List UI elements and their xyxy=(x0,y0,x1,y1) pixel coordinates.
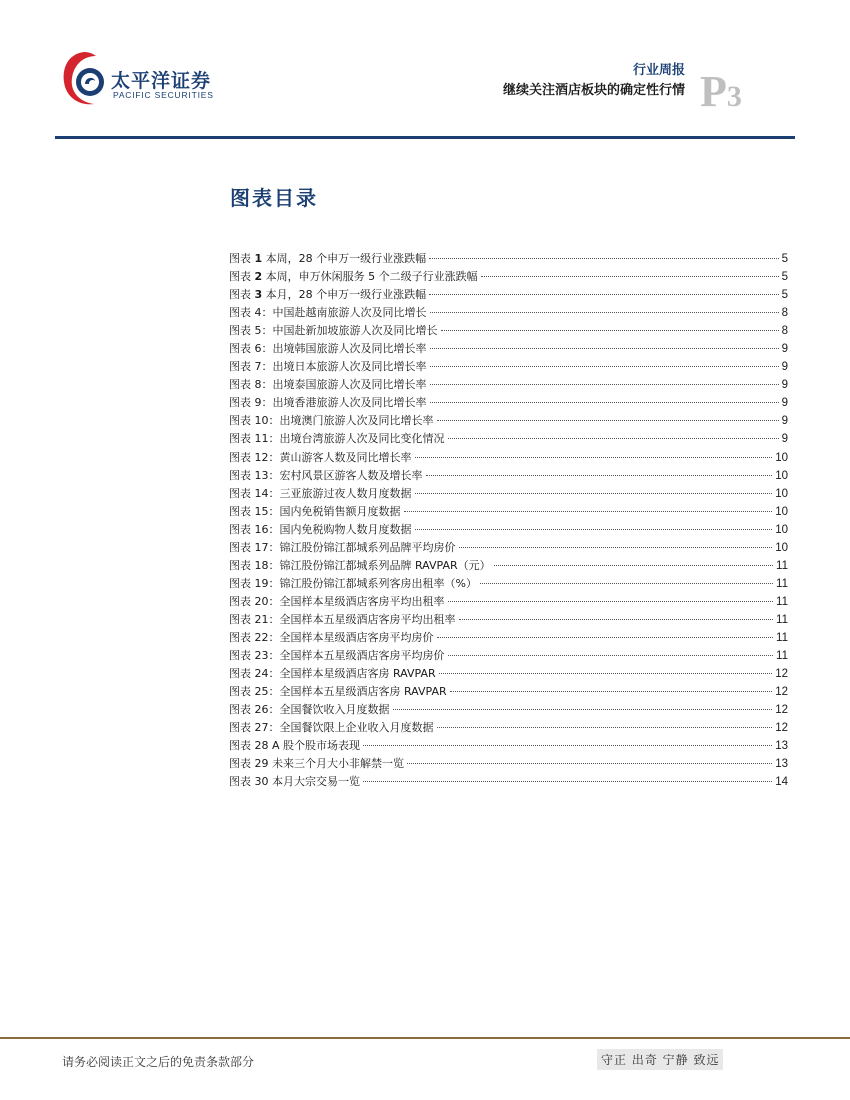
toc-entry-page: 12 xyxy=(775,722,788,735)
toc-entry[interactable] xyxy=(229,376,788,394)
toc-leader-dots xyxy=(426,475,773,476)
toc-entry[interactable] xyxy=(229,412,788,430)
toc-entry[interactable] xyxy=(229,683,788,701)
toc-leader-dots xyxy=(415,493,773,494)
toc-entry-label: 图表 15：国内免税销售额月度数据 xyxy=(229,504,401,518)
toc-leader-dots xyxy=(448,601,774,602)
toc-leader-dots xyxy=(430,384,779,385)
toc-leader-dots xyxy=(404,511,773,512)
toc-leader-dots xyxy=(450,691,773,692)
footer-motto: 守正 出奇 宁静 致远 xyxy=(597,1049,723,1070)
report-title: 继续关注酒店板块的确定性行情 xyxy=(502,83,685,98)
toc-entry-page: 9 xyxy=(781,433,788,446)
toc-leader-dots xyxy=(480,583,773,584)
toc-entry-page: 8 xyxy=(781,307,788,320)
toc-leader-dots xyxy=(437,637,774,638)
toc-entry[interactable] xyxy=(229,737,788,755)
toc-entry-page: 10 xyxy=(775,487,788,500)
toc-leader-dots xyxy=(415,457,773,458)
toc-entry-label: 图表 21：全国样本五星级酒店客房平均出租率 xyxy=(229,612,456,626)
footer-rule xyxy=(0,1037,850,1039)
toc-leader-dots xyxy=(437,727,773,728)
toc-entry-page: 14 xyxy=(775,776,788,789)
company-logo xyxy=(60,46,240,110)
toc-leader-dots xyxy=(363,745,772,746)
toc-leader-dots xyxy=(481,276,779,277)
toc-entry-label: 图表 6：出境韩国旅游人次及同比增长率 xyxy=(229,342,427,356)
toc-entry-label: 图表 24：全国样本星级酒店客房 RAVPAR xyxy=(229,667,436,681)
toc-entry-label: 图表 14：三亚旅游过夜人数月度数据 xyxy=(229,486,412,500)
toc-list xyxy=(229,250,788,791)
toc-entry-label: 图表 8：出境泰国旅游人次及同比增长率 xyxy=(229,378,427,392)
toc-leader-dots xyxy=(459,619,774,620)
toc-entry-label: 图表 28 A 股个股市场表现 xyxy=(229,739,361,753)
toc-entry[interactable] xyxy=(229,467,788,485)
toc-entry-page: 11 xyxy=(776,559,788,572)
toc-entry[interactable] xyxy=(229,250,788,268)
toc-entry[interactable] xyxy=(229,430,788,448)
toc-leader-dots xyxy=(441,330,779,331)
toc-entry-page: 11 xyxy=(776,613,788,626)
toc-entry-label: 图表 5：中国赴新加坡旅游人次及同比增长 xyxy=(229,324,438,338)
toc-entry-page: 9 xyxy=(781,343,788,356)
toc-entry-page: 9 xyxy=(781,361,788,374)
toc-entry-label: 图表 23：全国样本五星级酒店客房平均房价 xyxy=(229,649,445,663)
toc-entry[interactable] xyxy=(229,503,788,521)
toc-leader-dots xyxy=(430,366,779,367)
toc-entry-page: 12 xyxy=(775,686,788,699)
page-letter: P xyxy=(700,67,727,116)
toc-leader-dots xyxy=(430,348,779,349)
toc-entry-label: 图表 2 本周，申万休闲服务 5 个二级子行业涨跌幅 xyxy=(229,270,478,284)
toc-entry-page: 13 xyxy=(775,740,788,753)
header-rule xyxy=(55,136,795,139)
toc-leader-dots xyxy=(448,655,774,656)
toc-leader-dots xyxy=(448,438,779,439)
toc-entry-label: 图表 20：全国样本星级酒店客房平均出租率 xyxy=(229,594,445,608)
pacific-logo-icon xyxy=(60,46,110,110)
toc-entry-label: 图表 25：全国样本五星级酒店客房 RAVPAR xyxy=(229,685,447,699)
toc-leader-dots xyxy=(430,402,779,403)
toc-entry-page: 12 xyxy=(775,704,788,717)
toc-entry-page: 8 xyxy=(781,325,788,338)
toc-leader-dots xyxy=(459,547,773,548)
toc-leader-dots xyxy=(393,709,773,710)
toc-entry[interactable] xyxy=(229,485,788,503)
report-type: 行业周报 xyxy=(632,63,685,78)
toc-leader-dots xyxy=(407,763,772,764)
toc-entry-label: 图表 26：全国餐饮收入月度数据 xyxy=(229,703,390,717)
toc-entry[interactable] xyxy=(229,304,788,322)
toc-entry-label: 图表 16：国内免税购物人数月度数据 xyxy=(229,522,412,536)
toc-leader-dots xyxy=(439,673,773,674)
toc-entry-page: 10 xyxy=(775,541,788,554)
toc-entry-label: 图表 29 未来三个月大小非解禁一览 xyxy=(229,757,404,771)
toc-entry-label: 图表 4：中国赴越南旅游人次及同比增长 xyxy=(229,306,427,320)
toc-entry[interactable] xyxy=(229,755,788,773)
toc-entry-page: 9 xyxy=(781,415,788,428)
toc-entry-label: 图表 17：锦江股份锦江都城系列品牌平均房价 xyxy=(229,540,456,554)
footer-disclaimer: 请务必阅读正文之后的免责条款部分 xyxy=(62,1055,255,1069)
toc-entry-label: 图表 27：全国餐饮限上企业收入月度数据 xyxy=(229,721,434,735)
page-number-mark xyxy=(700,67,742,116)
toc-title: 图表目录 xyxy=(230,186,318,210)
toc-leader-dots xyxy=(430,312,779,313)
toc-entry-page: 10 xyxy=(775,469,788,482)
toc-entry[interactable] xyxy=(229,449,788,467)
toc-entry-page: 11 xyxy=(776,631,788,644)
toc-entry-page: 11 xyxy=(776,595,788,608)
toc-entry[interactable] xyxy=(229,539,788,557)
toc-entry[interactable] xyxy=(229,322,788,340)
toc-entry-label: 图表 30 本月大宗交易一览 xyxy=(229,775,360,789)
toc-entry[interactable] xyxy=(229,647,788,665)
toc-entry-label: 图表 9：出境香港旅游人次及同比增长率 xyxy=(229,396,427,410)
toc-entry[interactable] xyxy=(229,394,788,412)
toc-entry[interactable] xyxy=(229,286,788,304)
toc-entry-page: 11 xyxy=(776,577,788,590)
toc-entry[interactable] xyxy=(229,521,788,539)
logo-chinese-name: 太平洋证券 xyxy=(111,70,212,92)
toc-entry[interactable] xyxy=(229,358,788,376)
toc-leader-dots xyxy=(415,529,773,530)
toc-entry-page: 5 xyxy=(781,253,788,265)
toc-leader-dots xyxy=(429,294,778,295)
toc-leader-dots xyxy=(494,565,773,566)
toc-entry-label: 图表 10：出境澳门旅游人次及同比增长率 xyxy=(229,414,434,428)
toc-entry-page: 5 xyxy=(781,289,788,302)
toc-leader-dots xyxy=(429,258,778,259)
toc-entry[interactable] xyxy=(229,268,788,286)
toc-entry[interactable] xyxy=(229,629,788,647)
toc-entry[interactable] xyxy=(229,557,788,575)
toc-entry[interactable] xyxy=(229,665,788,683)
toc-entry-label: 图表 19：锦江股份锦江都城系列客房出租率（%） xyxy=(229,576,477,590)
toc-entry-page: 9 xyxy=(781,397,788,410)
toc-entry-page: 11 xyxy=(776,650,788,663)
toc-entry[interactable] xyxy=(229,340,788,358)
toc-entry-page: 13 xyxy=(775,758,788,771)
toc-entry[interactable] xyxy=(229,611,788,629)
toc-entry-label: 图表 12：黄山游客人数及同比增长率 xyxy=(229,450,412,464)
logo-english-name: PACIFIC SECURITIES xyxy=(113,90,214,100)
toc-leader-dots xyxy=(437,420,779,421)
toc-entry-label: 图表 3 本月，28 个申万一级行业涨跌幅 xyxy=(229,288,427,302)
toc-entry[interactable] xyxy=(229,575,788,593)
toc-leader-dots xyxy=(363,781,772,782)
toc-entry-page: 10 xyxy=(775,451,788,464)
toc-entry-page: 10 xyxy=(775,523,788,536)
toc-entry[interactable] xyxy=(229,593,788,611)
toc-entry[interactable] xyxy=(229,701,788,719)
toc-entry-label: 图表 22：全国样本星级酒店客房平均房价 xyxy=(229,630,434,644)
toc-entry-label: 图表 1 本周，28 个申万一级行业涨跌幅 xyxy=(229,252,427,265)
toc-entry[interactable] xyxy=(229,719,788,737)
toc-entry-label: 图表 18：锦江股份锦江都城系列品牌 RAVPAR（元） xyxy=(229,558,491,572)
toc-entry[interactable] xyxy=(229,773,788,791)
toc-entry-page: 9 xyxy=(781,379,788,392)
toc-entry-page: 5 xyxy=(781,271,788,284)
toc-entry-page: 10 xyxy=(775,505,788,518)
page-number: 3 xyxy=(726,80,742,113)
toc-entry-label: 图表 11：出境台湾旅游人次及同比变化情况 xyxy=(229,432,445,446)
toc-entry-label: 图表 13：宏村风景区游客人数及增长率 xyxy=(229,468,423,482)
toc-entry-page: 12 xyxy=(775,668,788,681)
toc-entry-label: 图表 7：出境日本旅游人次及同比增长率 xyxy=(229,360,427,374)
